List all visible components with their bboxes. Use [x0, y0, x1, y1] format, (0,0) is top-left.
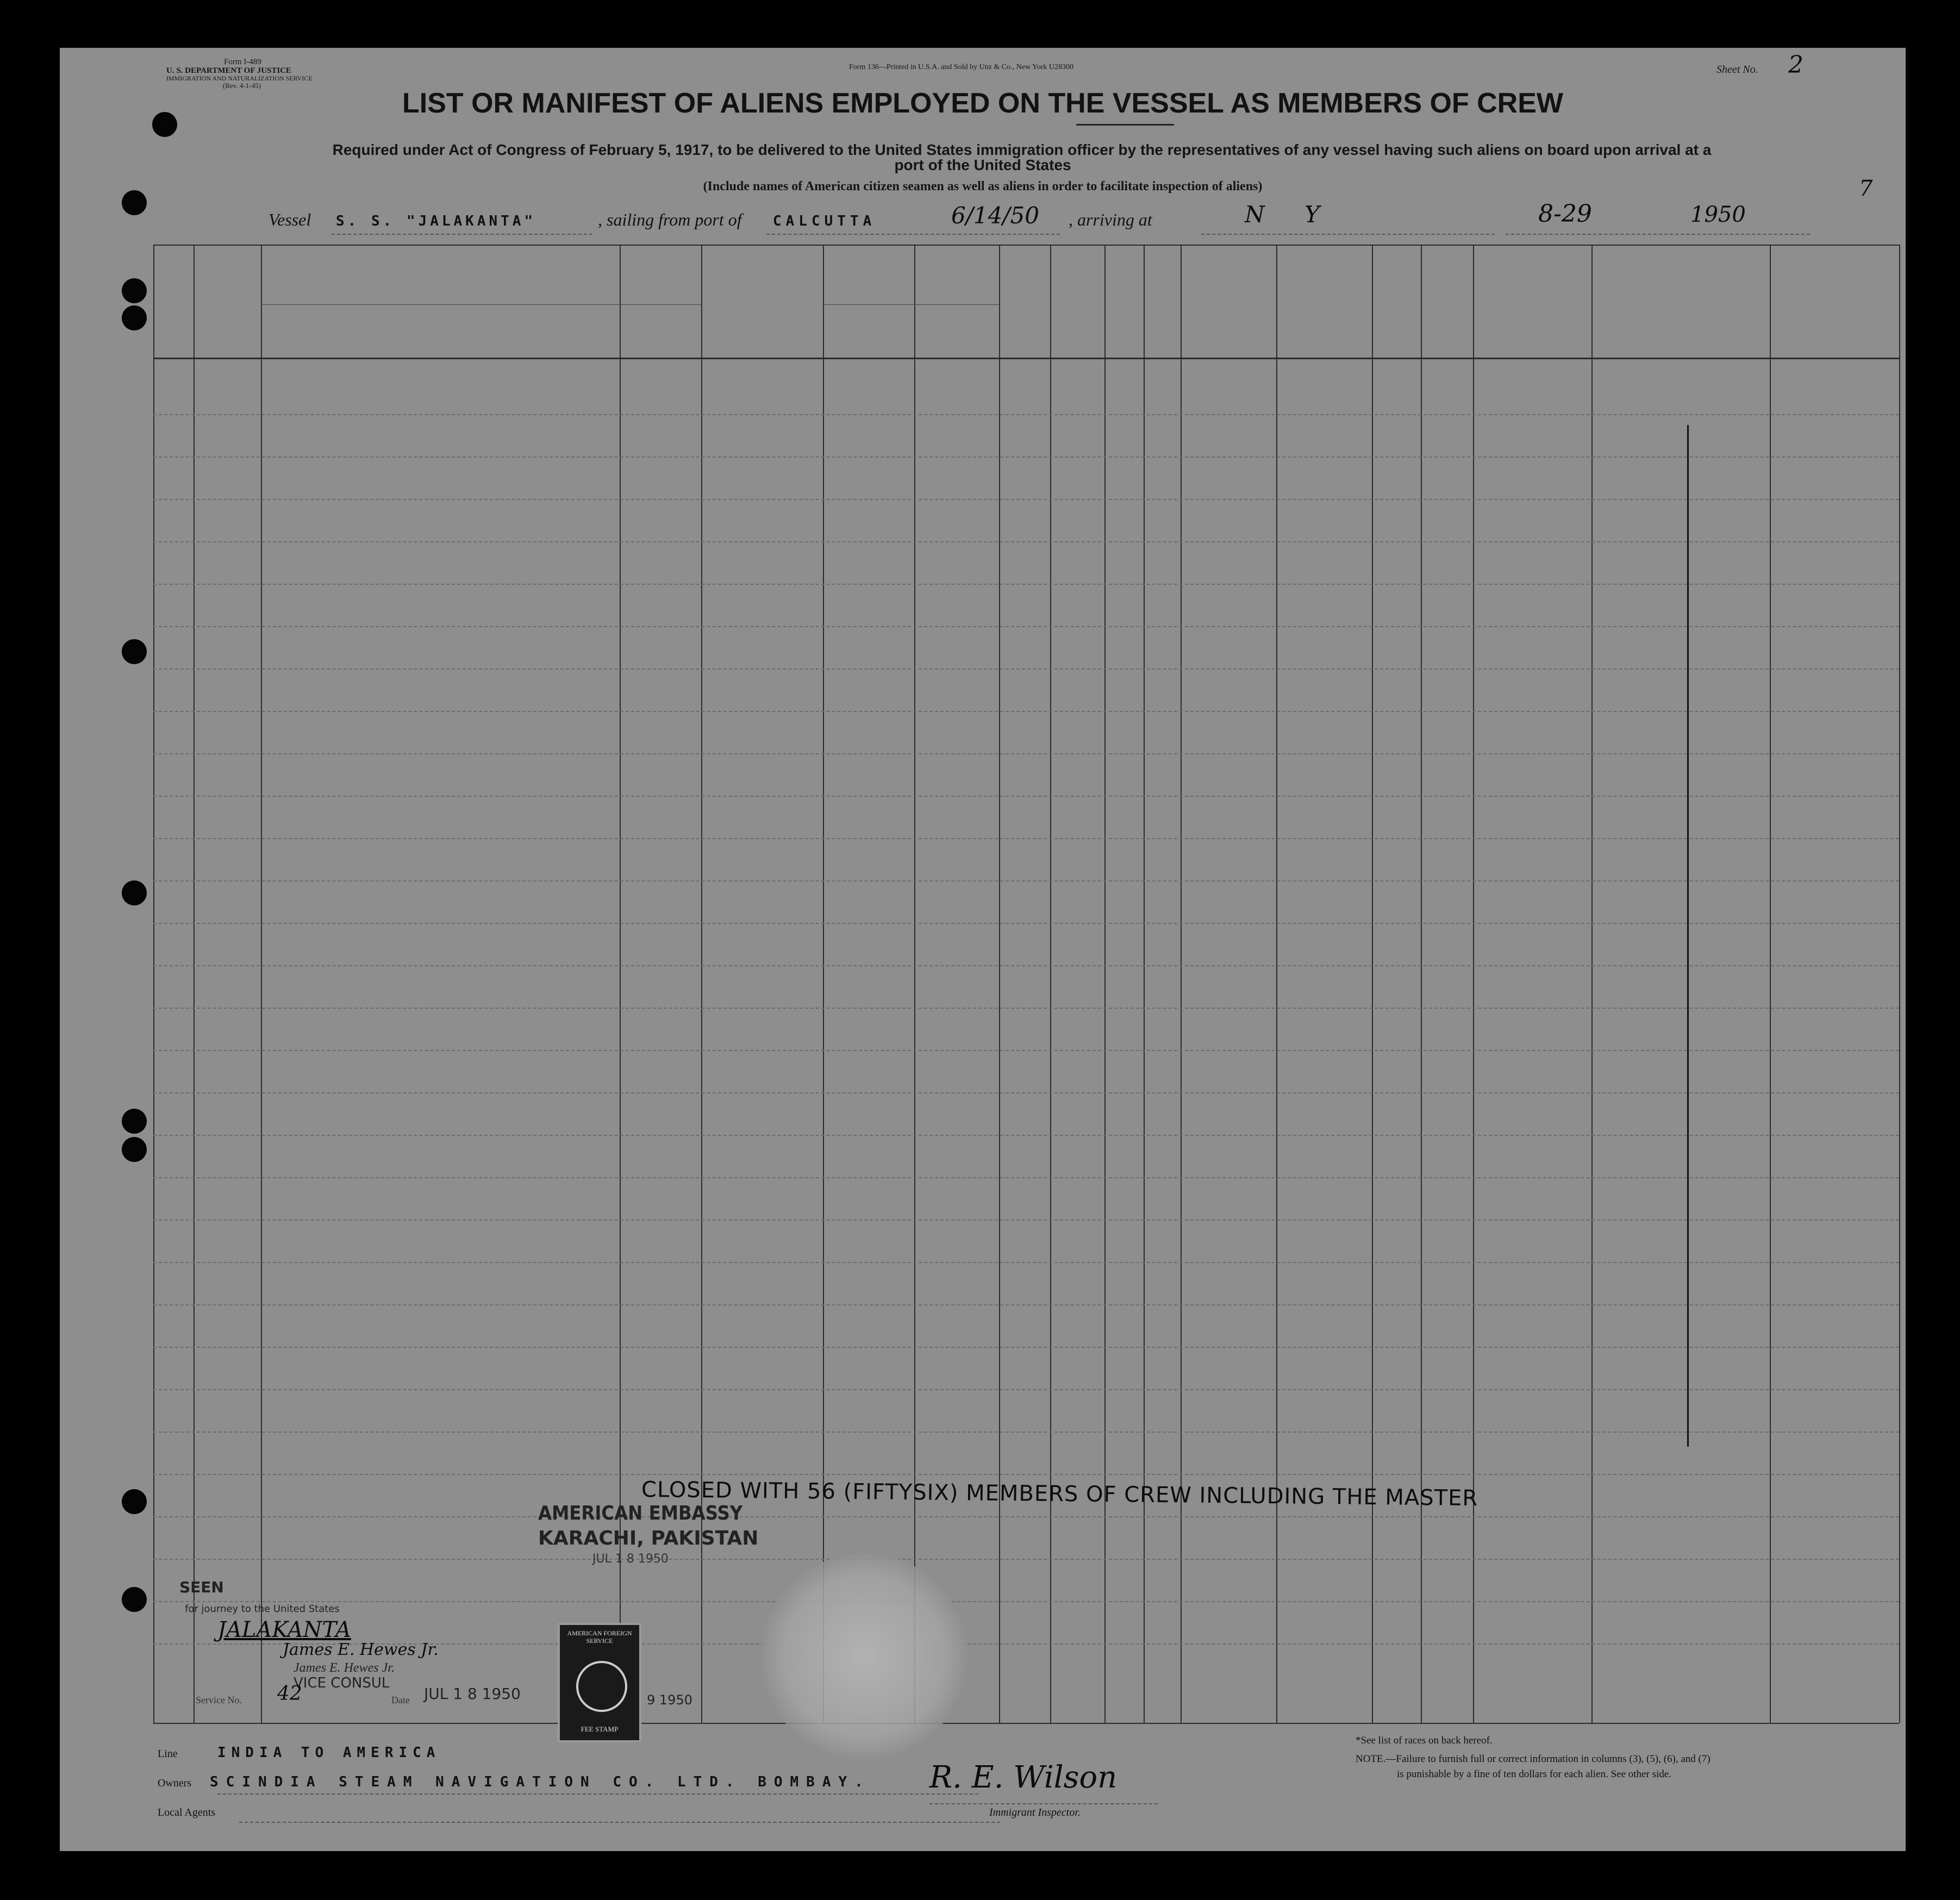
vice-consul-label: VICE CONSUL [294, 1675, 390, 1691]
sailing-port: CALCUTTA [773, 213, 876, 229]
subtitle-line1: Required under Act of Congress of February 5, 1917, to be delivered to the United States immigration officer by the representatives of any vessel having such aliens on board upon arrival at a [332, 141, 1712, 158]
column-rule [193, 245, 195, 1723]
consul-signature: James E. Hewes Jr. [283, 1640, 439, 1659]
row-rule [153, 1135, 1899, 1136]
inspector-signature: R. E. Wilson [929, 1760, 1118, 1795]
local-agents-label: Local Agents [158, 1807, 216, 1818]
service-no: 42 [277, 1683, 302, 1705]
closing-note: CLOSED WITH 56 (FIFTYSIX) MEMBERS OF CREW INCLUDING THE MASTER [641, 1477, 1478, 1511]
inspector-label: Immigrant Inspector. [989, 1807, 1081, 1818]
arriving-label: , arriving at [1069, 210, 1152, 229]
stamp-date-label: Date [391, 1695, 410, 1705]
owners-value: SCINDIA STEAM NAVIGATION CO. LTD. BOMBAY. [210, 1774, 871, 1790]
agency-line1: U. S. DEPARTMENT OF JUSTICE [166, 66, 292, 75]
page-title: LIST OR MANIFEST OF ALIENS EMPLOYED ON THE VESSEL AS MEMBERS OF CREW [402, 88, 1563, 119]
row-rule [153, 626, 1899, 627]
row-rule [153, 1304, 1899, 1305]
row-rule [153, 1008, 1899, 1009]
row-rule [153, 1474, 1899, 1475]
subheader-rule [261, 304, 701, 305]
row-rule [153, 457, 1899, 458]
agents-underline [239, 1822, 1000, 1823]
inspector-underline [929, 1803, 1158, 1804]
sheet-number: 2 [1788, 51, 1803, 79]
subtitle-line3: (Include names of American citizen seamen as well as aliens in order to facilitate inspection of aliens) [703, 179, 1263, 193]
note-label: NOTE. [1356, 1753, 1386, 1765]
owners-label: Owners [158, 1777, 192, 1789]
consul-typed-name: James E. Hewes Jr. [294, 1661, 395, 1675]
seen-stamp: SEEN [179, 1578, 224, 1596]
fee-stamp-top: AMERICAN FOREIGN SERVICE [567, 1629, 632, 1645]
column-rule [153, 245, 154, 1723]
row-rule [153, 880, 1899, 882]
column-rule [1591, 245, 1593, 1723]
fee-stamp-bottom: FEE STAMP [580, 1725, 619, 1733]
table-top-rule [153, 245, 1899, 246]
arrival-date: 8-29 [1538, 200, 1592, 228]
row-rule [153, 1516, 1899, 1517]
subheader-rule [823, 304, 999, 305]
service-no-label: Service No. [196, 1695, 242, 1705]
column-rule [1899, 245, 1900, 1723]
vessel-label: Vessel [269, 210, 311, 229]
row-rule [153, 1092, 1899, 1093]
races-note: *See list of races on back hereof. [1356, 1735, 1493, 1746]
row-rule [153, 1389, 1899, 1390]
row-rule [153, 584, 1899, 585]
line-value: INDIA TO AMERICA [217, 1745, 441, 1761]
row-rule [153, 1347, 1899, 1348]
line-label: Line [158, 1748, 178, 1760]
row-rule [153, 1432, 1899, 1433]
form-number: Form I-489 [224, 58, 261, 66]
fee-stamp [558, 1623, 641, 1742]
table-header-rule [153, 358, 1899, 359]
column-rule [1770, 245, 1771, 1723]
row-rule [153, 796, 1899, 797]
margin-mark: 7 [1859, 176, 1873, 201]
row-rule [153, 499, 1899, 500]
journey-stamp: for journey to the United States [185, 1603, 340, 1615]
row-rule [153, 838, 1899, 839]
row-rule [153, 1177, 1899, 1178]
row-rule [153, 1262, 1899, 1263]
row-rule [153, 414, 1899, 415]
owners-underline [217, 1793, 978, 1795]
agency-line2: IMMIGRATION AND NATURALIZATION SERVICE [166, 74, 313, 82]
row-rule [153, 1220, 1899, 1221]
manifest-sheet [60, 48, 1906, 1851]
manifest-table [60, 48, 1906, 1851]
remarks-ditto-bracket [1687, 425, 1689, 1447]
sailing-label: , sailing from port of [598, 210, 742, 229]
column-rule [620, 245, 621, 1723]
embossed-seal [761, 1553, 967, 1760]
footer-note-line1 [1356, 1753, 1711, 1765]
row-rule [153, 965, 1899, 966]
printer-line: Form 136—Printed in U.S.A. and Sold by Unz & Co., New York U28300 [849, 63, 1074, 71]
stamp-date: JUL 1 8 1950 [424, 1685, 521, 1703]
note-text: —Failure to furnish full or correct information in columns (3), (5), (6), and (7) [1385, 1753, 1711, 1765]
row-rule [153, 711, 1899, 712]
fee-stamp-date: 9 1950 [647, 1692, 692, 1708]
footer-note-line2: is punishable by a fine of ten dollars for each alien. See other side. [1397, 1768, 1671, 1780]
row-rule [153, 668, 1899, 670]
embassy-stamp-line2: KARACHI, PAKISTAN [538, 1527, 759, 1549]
sheet-label: Sheet No. [1716, 64, 1758, 76]
vessel-handwritten: JALAKANTA [217, 1617, 351, 1642]
row-rule [153, 1559, 1899, 1560]
table-bottom-rule [153, 1723, 1899, 1724]
row-rule [153, 923, 1899, 924]
row-rule [153, 541, 1899, 542]
embassy-stamp-line1: AMERICAN EMBASSY [538, 1502, 743, 1524]
row-rule [153, 753, 1899, 754]
subtitle-line2: port of the United States [894, 157, 1071, 173]
column-rule [261, 245, 262, 1723]
embassy-stamp-date: JUL 1 8 1950 [592, 1552, 669, 1566]
vessel-name: S. S. "JALAKANTA" [336, 213, 536, 229]
sailing-date: 6/14/50 [951, 202, 1039, 229]
arrival-port: N Y [1245, 201, 1336, 228]
row-rule [153, 1601, 1899, 1602]
arrival-year: 1950 [1690, 202, 1746, 227]
form-revision: (Rev. 4-1-45) [223, 82, 261, 90]
row-rule [153, 1050, 1899, 1051]
fee-stamp-seal-icon [576, 1661, 627, 1712]
